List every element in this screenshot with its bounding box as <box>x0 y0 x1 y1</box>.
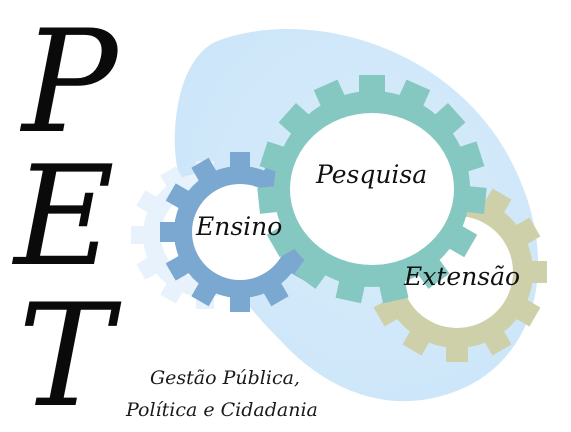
gear-label-extensao: Extensão <box>404 262 521 291</box>
subtitle-line-2: Política e Cidadania <box>126 399 318 421</box>
letter-t: T <box>18 274 113 432</box>
letter-p: P <box>22 0 118 165</box>
subtitle-line-1: Gestão Pública, <box>150 367 300 389</box>
letter-e: E <box>14 136 115 297</box>
gear-label-ensino: Ensino <box>196 212 283 241</box>
gear-label-pesquisa: Pesquisa <box>316 160 428 189</box>
